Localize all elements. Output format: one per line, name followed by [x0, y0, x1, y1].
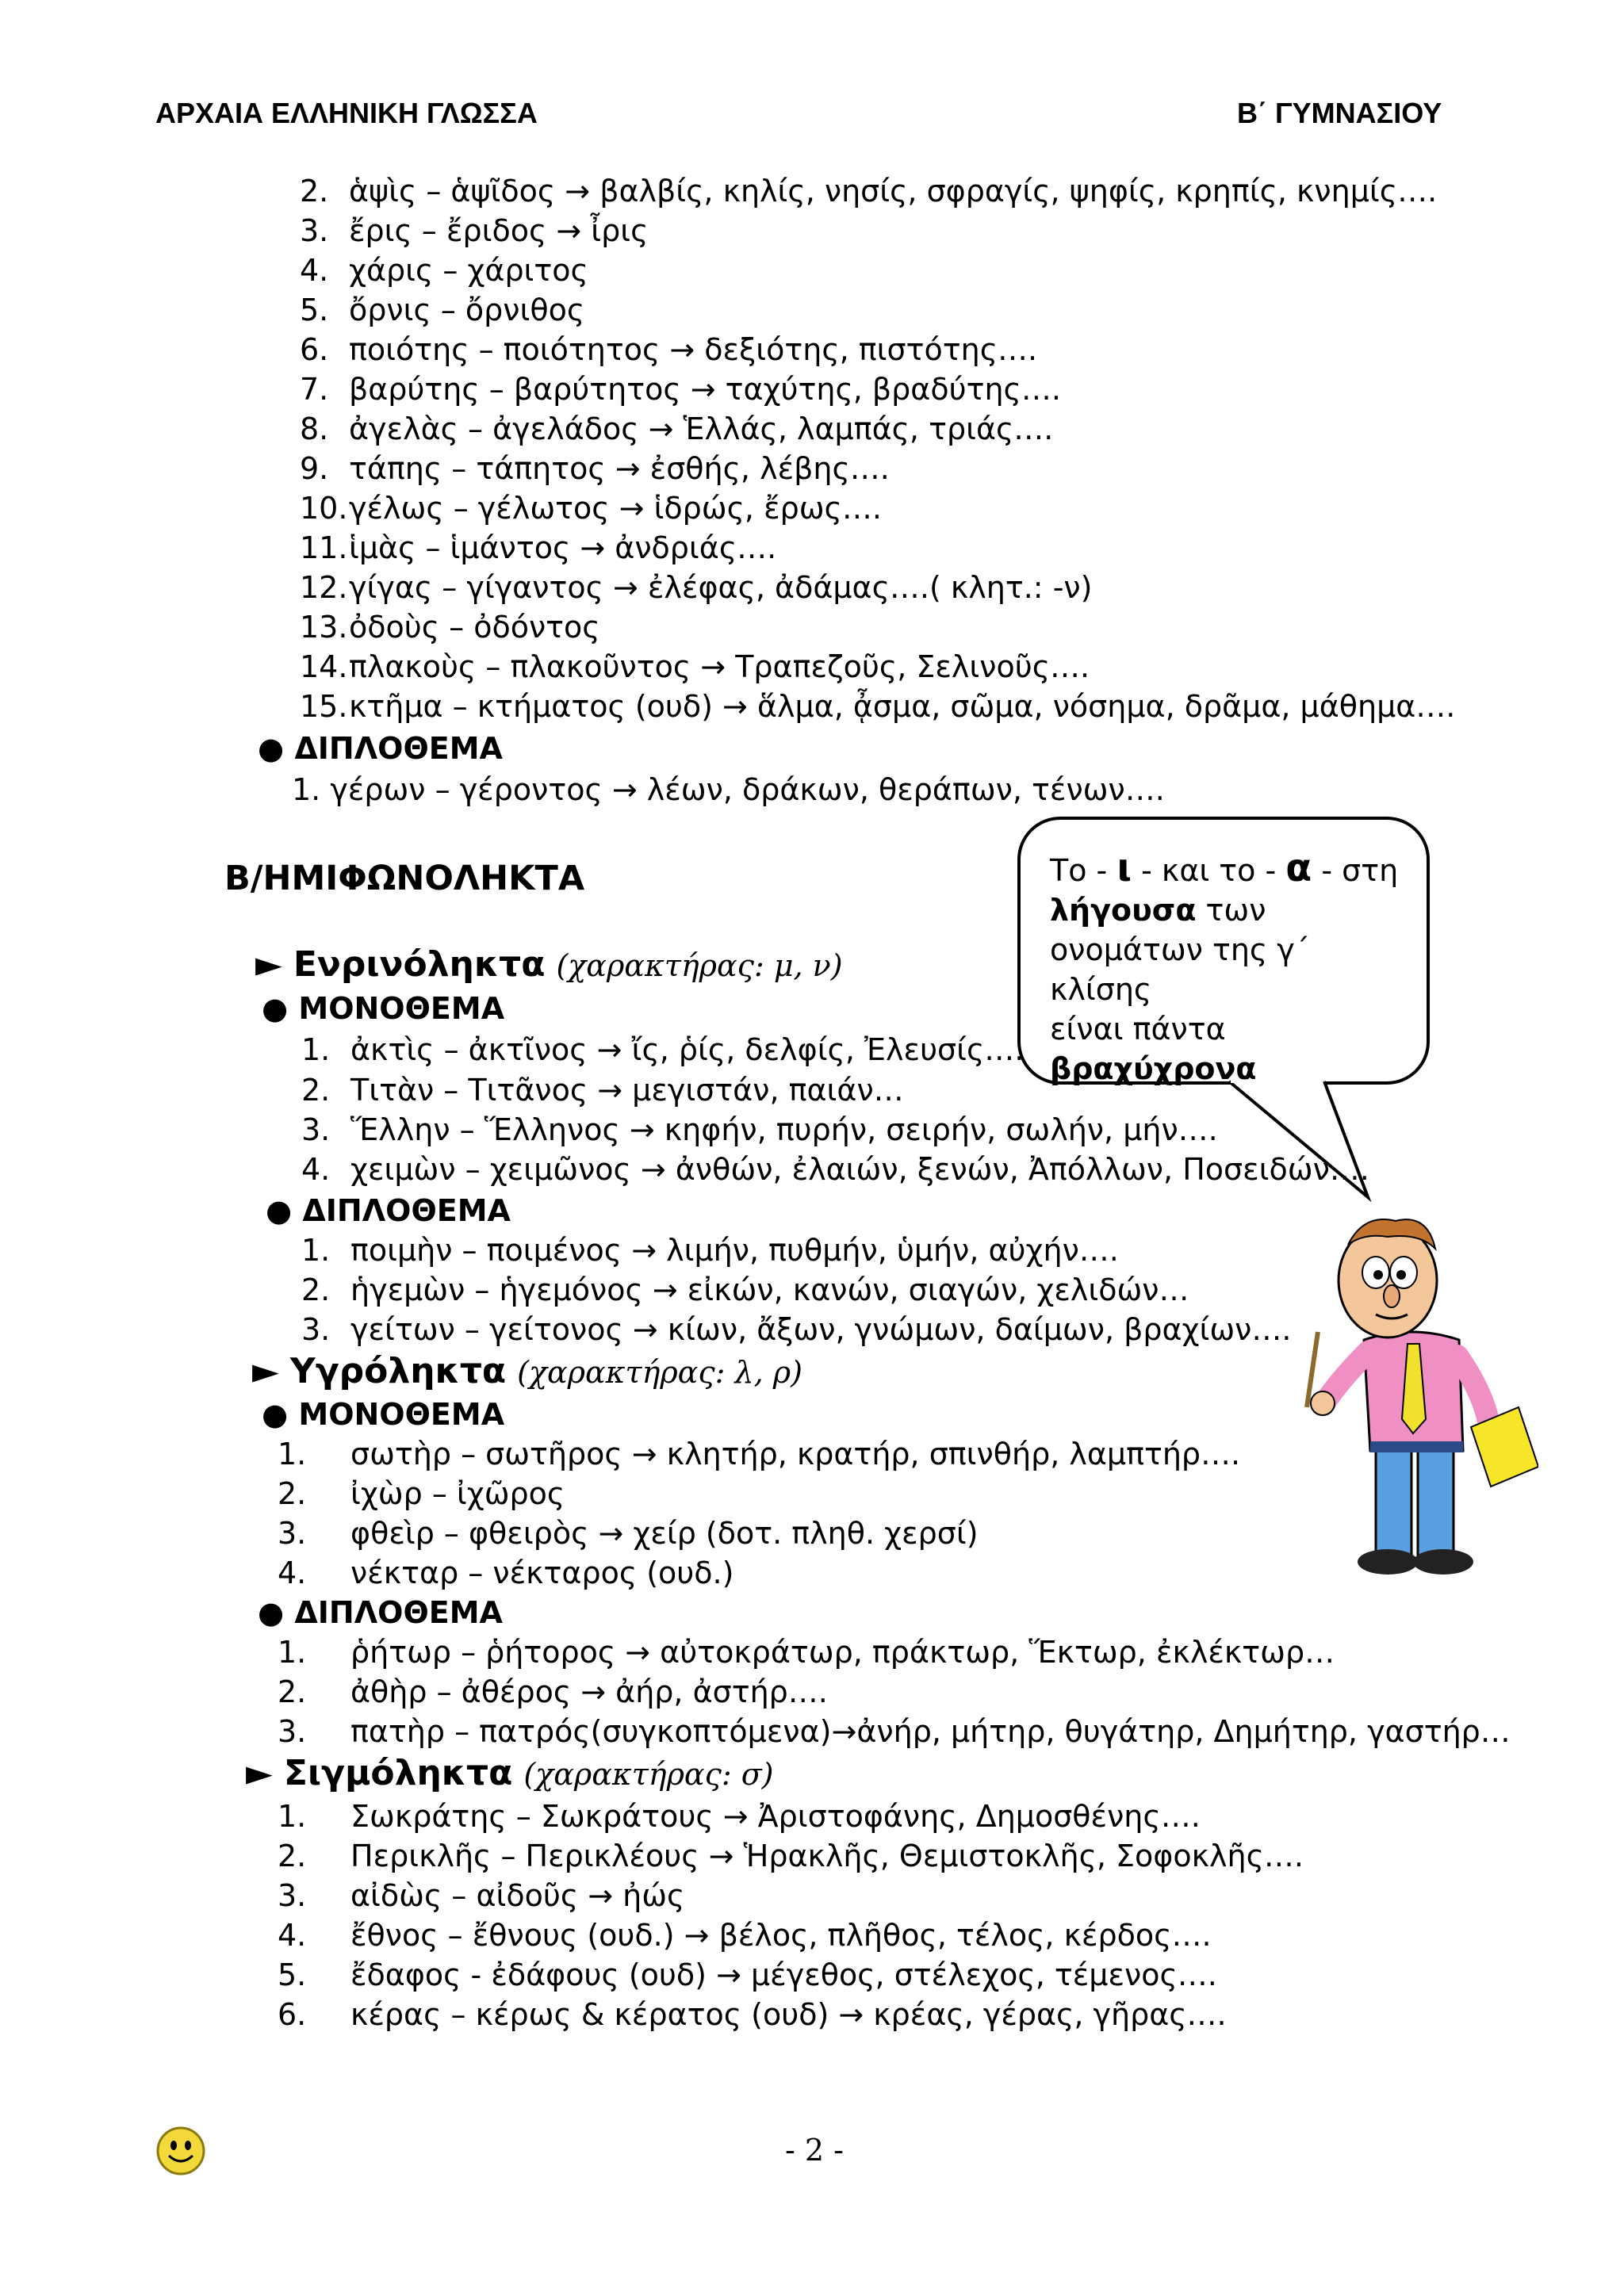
list-number: 1. [278, 1799, 307, 1834]
list-item: ποιότης – ποιότητος → δεξιότης, πιστότης…. [349, 332, 1038, 367]
list-item: γέλως – γέλωτος → ἱδρώς, ἔρως…. [349, 491, 882, 526]
list-item: ὀδοὺς – ὀδόντος [349, 610, 600, 645]
list-number: 6. [278, 1997, 307, 2032]
list-item: τάπης – τάπητος → ἐσθής, λέβης…. [349, 451, 890, 486]
list-item: Σωκράτης – Σωκράτους → Ἀριστοφάνης, Δημοσθένης…. [350, 1799, 1201, 1834]
list-number: 2. [278, 1674, 307, 1709]
diplothema-heading: ● ΔΙΠΛΟΘΕΜΑ [266, 1193, 511, 1228]
list-item: ἔθνος – ἔθνους (ουδ.) → βέλος, πλῆθος, τέλος, κέρδος…. [350, 1918, 1212, 1953]
list-number: 3. [278, 1714, 307, 1749]
list-number: 5. [300, 293, 329, 327]
list-number: 1. [301, 1032, 331, 1067]
list-number: 10. [300, 491, 348, 526]
list-item: πατὴρ – πατρός(συγκοπτόμενα)→ἀνήρ, μήτηρ, θυγάτηρ, Δημήτηρ, γαστήρ… [350, 1714, 1511, 1749]
list-item: ἡγεμὼν – ἡγεμόνος → εἰκών, κανών, σιαγών, χελιδών… [350, 1272, 1189, 1307]
header-right: Β΄ ΓΥΜΝΑΣΙΟΥ [1237, 97, 1442, 129]
subsection-heading-enrinolikta: ► Ενρινόληκτα (χαρακτήρας: μ, ν) [255, 944, 843, 985]
list-item: ῥήτωρ – ῥήτορος → αὐτοκράτωρ, πράκτωρ, Ἕκτωρ, ἐκλέκτωρ… [350, 1635, 1335, 1670]
list-number: 3. [301, 1312, 331, 1347]
list-number: 12. [300, 570, 348, 605]
list-number: 13. [300, 610, 348, 645]
list-number: 4. [300, 253, 329, 288]
list-item: ἔδαφος - ἐδάφους (ουδ) → μέγεθος, στέλεχος, τέμενος…. [350, 1957, 1217, 1992]
list-item: 1. γέρων – γέροντος → λέων, δράκων, θεράπων, τένων…. [292, 772, 1165, 807]
list-number: 3. [300, 213, 329, 248]
list-number: 3. [301, 1112, 331, 1147]
list-number: 2. [301, 1073, 331, 1108]
list-item: ὄρνις – ὄρνιθος [349, 293, 585, 327]
list-number: 4. [301, 1152, 331, 1187]
list-item: ἁψὶς – ἁψῖδος → βαλβίς, κηλίς, νησίς, σφραγίς, ψηφίς, κρηπίς, κνημίς…. [349, 174, 1438, 209]
list-number: 1. [301, 1233, 331, 1268]
list-number: 1. [278, 1437, 307, 1471]
diplothema-heading: ● ΔΙΠΛΟΘΕΜΑ [258, 1595, 503, 1630]
list-item: ἀθὴρ – ἀθέρος → ἀήρ, ἀστήρ…. [350, 1674, 828, 1709]
list-number: 11. [300, 530, 348, 565]
list-item: γίγας – γίγαντος → ἐλέφας, ἀδάμας….( κλητ.: -ν) [349, 570, 1093, 605]
page-number: - 2 - [785, 2133, 845, 2168]
list-item: Περικλῆς – Περικλέους → Ἡρακλῆς, Θεμιστοκλῆς, Σοφοκλῆς…. [350, 1839, 1304, 1873]
teacher-cartoon-icon [1300, 1213, 1538, 1586]
list-item: σωτὴρ – σωτῆρος → κλητήρ, κρατήρ, σπινθήρ, λαμπτήρ…. [350, 1437, 1241, 1471]
list-item: χειμὼν – χειμῶνος → ἀνθών, ἐλαιών, ξενών, Ἀπόλλων, Ποσειδών…. [350, 1152, 1369, 1187]
diplothema-heading: ● ΔΙΠΛΟΘΕΜΑ [258, 731, 503, 766]
list-number: 4. [278, 1556, 307, 1590]
list-number: 5. [278, 1957, 307, 1992]
monothema-heading: ● ΜΟΝΟΘΕΜΑ [262, 991, 505, 1026]
list-number: 2. [278, 1476, 307, 1511]
list-item: πλακοὺς – πλακοῦντος → Τραπεζοῦς, Σελινοῦς…. [349, 649, 1090, 684]
list-item: ἔρις – ἔριδος → ἶρις [349, 213, 649, 248]
list-item: χάρις – χάριτος [349, 253, 588, 288]
list-item: Τιτὰν – Τιτᾶνος → μεγιστάν, παιάν… [350, 1073, 904, 1108]
subsection-heading-ygrolikta: ► Υγρόληκτα (χαρακτήρας: λ, ρ) [252, 1351, 802, 1391]
monothema-heading: ● ΜΟΝΟΘΕΜΑ [262, 1397, 505, 1432]
header-left: ΑΡΧΑΙΑ ΕΛΛΗΝΙΚΗ ΓΛΩΣΣΑ [155, 97, 538, 129]
list-number: 1. [278, 1635, 307, 1670]
list-item: ἀγελὰς – ἀγελάδος → Ἑλλάς, λαμπάς, τριάς…. [349, 411, 1054, 446]
smiley-icon [155, 2126, 206, 2176]
list-item: κέρας – κέρως & κέρατος (ουδ) → κρέας, γέρας, γῆρας…. [350, 1997, 1227, 2032]
list-number: 2. [300, 174, 329, 209]
list-number: 4. [278, 1918, 307, 1953]
list-item: Ἕλλην – Ἕλληνος → κηφήν, πυρήν, σειρήν, σωλήν, μήν…. [350, 1112, 1218, 1147]
list-item: ἱμὰς – ἱμάντος → ἀνδριάς…. [349, 530, 777, 565]
list-number: 15. [300, 689, 348, 724]
list-number: 6. [300, 332, 329, 367]
list-number: 3. [278, 1878, 307, 1913]
list-item: γείτων – γείτονος → κίων, ἄξων, γνώμων, δαίμων, βραχίων…. [350, 1312, 1292, 1347]
section-title: Β/ΗΜΙΦΩΝΟΛΗΚΤΑ [224, 859, 585, 898]
list-item: φθεὶρ – φθειρὸς → χείρ (δοτ. πληθ. χερσί) [350, 1516, 979, 1551]
list-number: 7. [300, 372, 329, 407]
list-item: κτῆμα – κτήματος (ουδ) → ἅλμα, ᾆσμα, σῶμα, νόσημα, δρᾶμα, μάθημα…. [349, 689, 1456, 724]
list-number: 3. [278, 1516, 307, 1551]
list-number: 2. [278, 1839, 307, 1873]
list-item: ἰχὼρ – ἰχῶρος [350, 1476, 565, 1511]
list-number: 9. [300, 451, 329, 486]
list-number: 14. [300, 649, 348, 684]
list-item: ποιμὴν – ποιμένος → λιμήν, πυθμήν, ὑμήν, αὐχήν…. [350, 1233, 1119, 1268]
subsection-heading-sigmolikta: ► Σιγμόληκτα (χαρακτήρας: σ) [246, 1753, 774, 1793]
list-item: ἀκτὶς – ἀκτῖνος → ἴς, ῥίς, δελφίς, Ἐλευσίς…. [350, 1032, 1025, 1067]
list-item: αἰδὼς – αἰδοῦς → ἠώς [350, 1878, 685, 1913]
list-number: 2. [301, 1272, 331, 1307]
list-item: νέκταρ – νέκταρος (ουδ.) [350, 1556, 734, 1590]
list-number: 8. [300, 411, 329, 446]
bubble-text: Το - ι - και το - α - στη λήγουσα των ονομάτων της γ΄ κλίσης είναι πάντα βραχύχρονα [1050, 846, 1399, 1086]
list-item: βαρύτης – βαρύτητος → ταχύτης, βραδύτης…. [349, 372, 1061, 407]
